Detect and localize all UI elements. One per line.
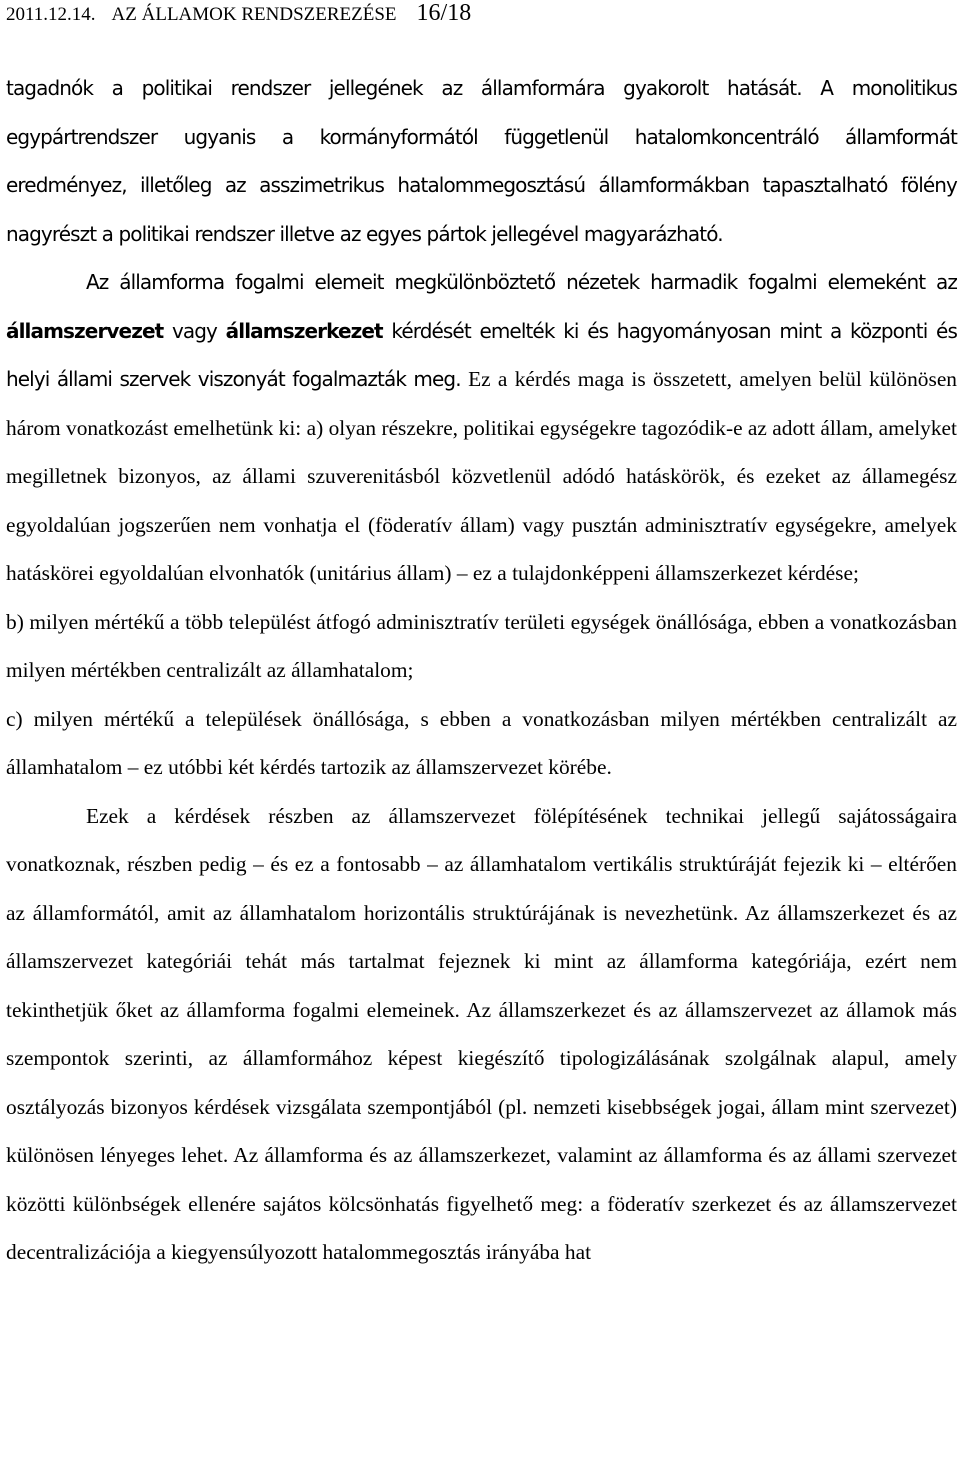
paragraph-categories: Ezek a kérdések részben az államszervezet fölépítésének technikai jellegű sajátosságaira vonatkoznak, részben pedig – és ez a fontosabb – az államhatalom vertikális struktúráját fejezik ki – eltérően az államformától, amit az államhatalom horizontális struktúrájának is nevezhetünk. Az államszerkezet és az államszervezet kategóriái tehát más tartalmat fejeznek ki mint az államforma kategóriája, ezért nem tekinthetjük őket az államforma fogalmi elemeinek. Az államszerkezet és az államszervezet az államok más szempontok szerinti, az államformához képest kiegészítő tipologizálásának szolgálnak alapul, amely osztályozás bizonyos kérdések vizsgálata szempontjából (pl. nemzeti kisebbségek jogai, állam mint szervezet) különösen lényeges lehet. Az államforma és az államszerkezet, valamint az államforma és az állami szervezet közötti különbségek ellenére sajátos kölcsönhatás figyelhető meg: a föderatív szerkezet és az államszervezet decentralizációja a kiegyensúlyozott hatalommegosztás irányába hat [6,803,957,1264]
document-body [6,64,957,1277]
page-number: 16/18 [416,0,472,26]
header-date: 2011.12.14. [6,4,96,25]
bold-term-state-organization: államszervezet [6,318,164,343]
paragraph-state-structure [6,258,957,598]
page-header [6,1,471,27]
list-item-c: c) milyen mértékű a települések önállósága, s ebben a vonatkozásban milyen mértékben centralizált az államhatalom – ez utóbbi két kérdés tartozik az államszervezet körébe. [6,706,957,779]
paragraph-text: kérdését emelték ki és hagyományosan mint a központi és helyi állami szervek viszonyát fogalmazták meg. [6,318,957,391]
paragraph-continuation: tagadnók a politikai rendszer jellegének az államformára gyakorolt hatását. A monolitikus egypártrendszer ugyanis a kormányformától függetlenül hatalomkoncentráló államformát eredményez, illetőleg az asszimetrikus hatalommegosztású államformákban tapasztalható fölény nagyrészt a politikai rendszer illetve az egyes pártok jellegével magyarázható. [6,76,957,246]
bold-term-state-structure: államszerkezet [225,318,383,343]
header-title: AZ ÁLLAMOK RENDSZEREZÉSE [111,4,397,25]
paragraph-text: Az államforma fogalmi elemeit megkülönböztető nézetek harmadik fogalmi elemeként az [86,270,957,294]
paragraph-text: Ez a kérdés maga is összetett, amelyen belül különösen három vonatkozást emelhetünk ki: a) olyan részekre, politikai egységekre tagozódik-e az adott állam, amelyket megilletnek bizonyos, az állami szuverenitásból közvetlenül adódó hatáskörök, és ezeket az államegész egyoldalúan jogszerűen nem vonhatja el (föderatív állam) vagy pusztán adminisztratív egységekre, amelyek hatáskörei egyoldalúan elvonhatók (unitárius állam) – ez a tulajdonképpeni államszerkezet kérdése; [6,367,958,585]
paragraph-text: vagy [163,318,226,343]
list-item-b: b) milyen mértékű a több települést átfogó adminisztratív területi egységek önállósága, ebben a vonatkozásban milyen mértékben centralizált az államhatalom; [6,609,957,682]
